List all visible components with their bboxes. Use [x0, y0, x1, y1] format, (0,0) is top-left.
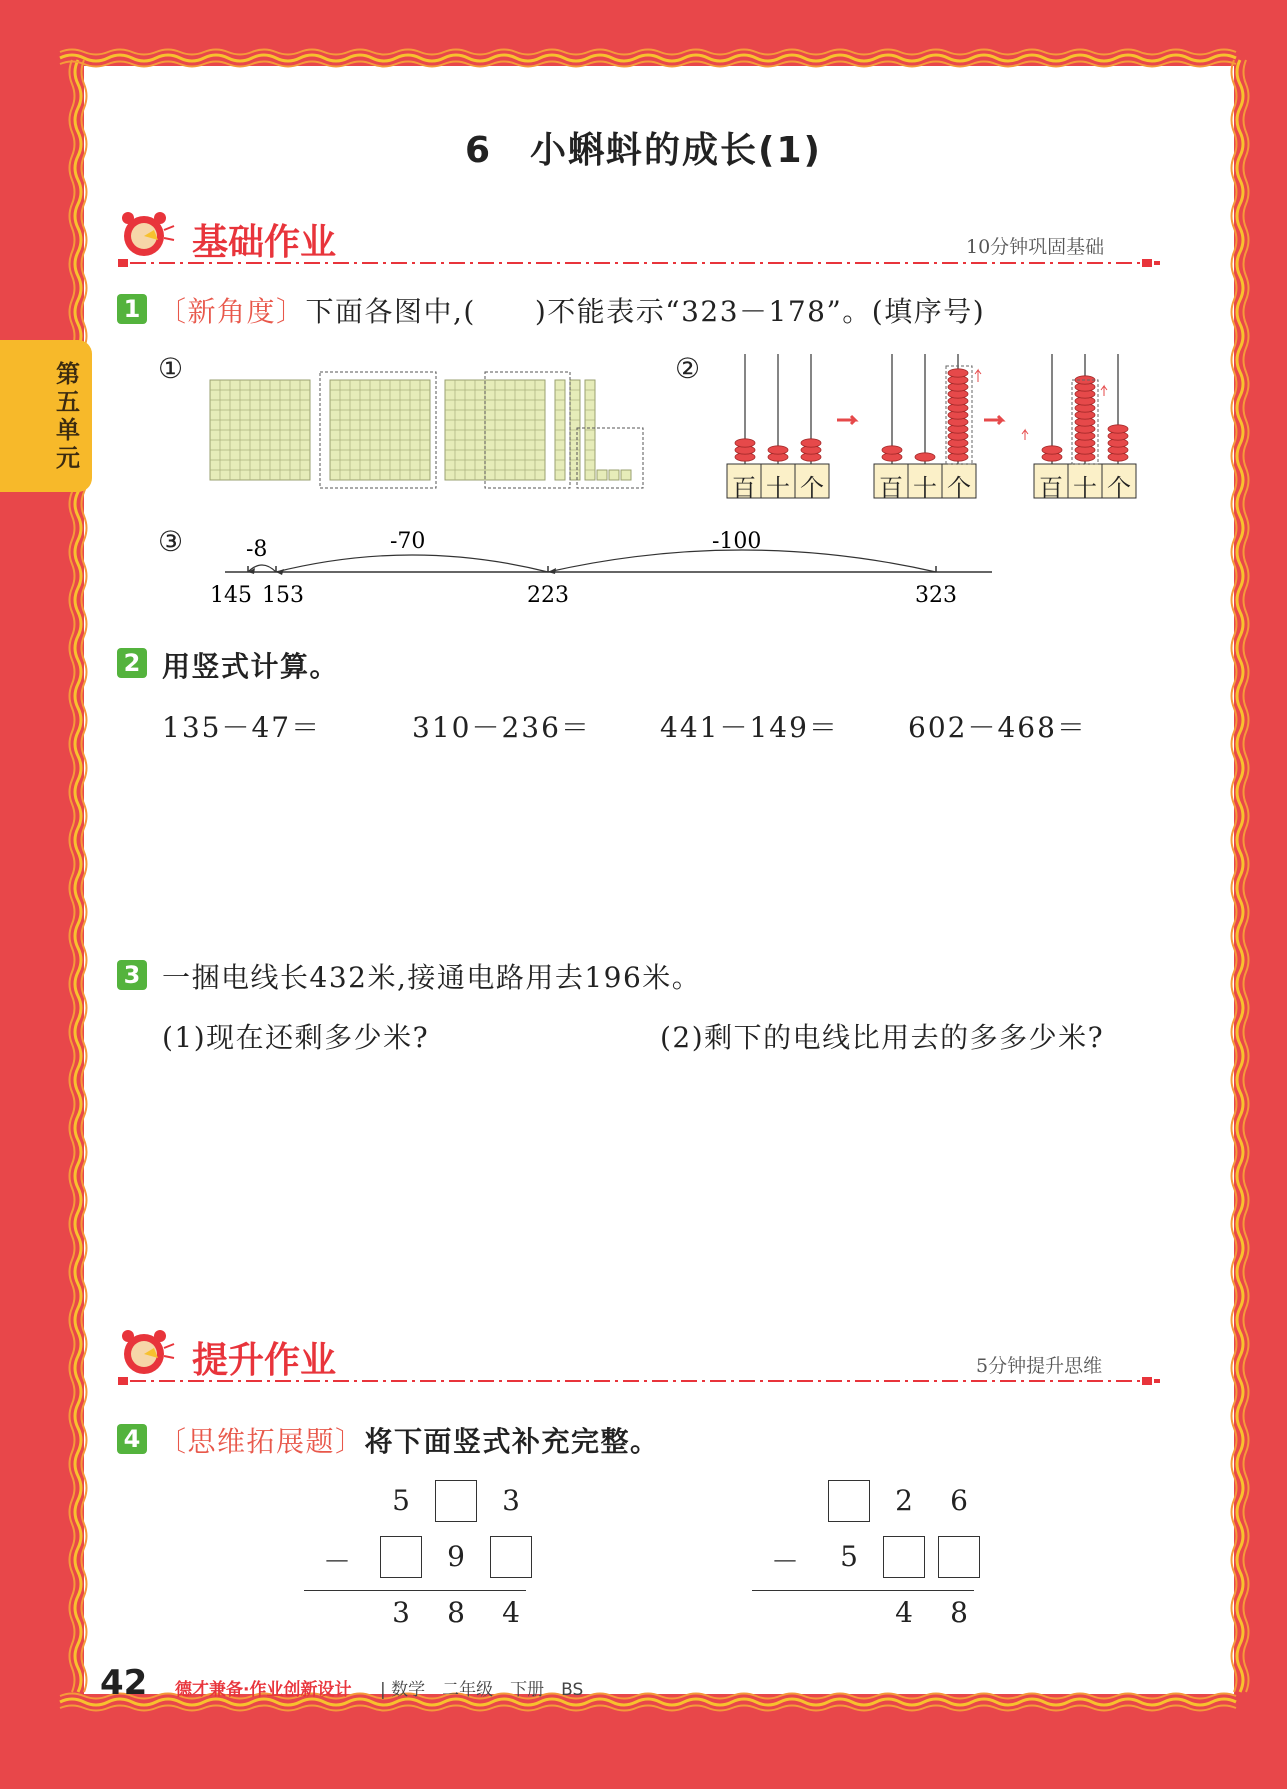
vertical-subtraction-right	[748, 1484, 978, 1634]
question-tag: 〔新角度〕	[158, 295, 306, 328]
abacus-place-label: 十	[1073, 474, 1097, 502]
abacus-place-label: 个	[1107, 474, 1131, 502]
expression: 135－47＝	[162, 711, 322, 744]
answer-box[interactable]	[883, 1536, 925, 1578]
expression: 602－468＝	[908, 711, 1087, 744]
digit: 5	[840, 1540, 858, 1573]
section-basic-title: 基础作业	[192, 222, 337, 263]
sub-question-2: (2)剩下的电线比用去的多多少米?	[660, 1021, 1105, 1054]
jump-label: -70	[390, 529, 426, 554]
page-number: 42	[100, 1663, 148, 1703]
answer-box[interactable]	[435, 1480, 477, 1522]
question-tag: 〔思维拓展题〕	[158, 1425, 365, 1458]
abacus-place-label: 个	[800, 474, 824, 502]
minus-sign: －	[322, 1545, 351, 1578]
figure-label-3: ③	[158, 525, 184, 558]
footer-brand: 德才兼备·作业创新设计	[175, 1680, 352, 1700]
answer-box[interactable]	[828, 1480, 870, 1522]
digit: 3	[502, 1484, 520, 1517]
tick-label: 145	[210, 583, 252, 608]
section-advanced-subtitle: 5分钟提升思维	[976, 1355, 1103, 1377]
sum-line	[752, 1590, 974, 1591]
answer-box[interactable]	[380, 1536, 422, 1578]
question-text: 一捆电线长432米,接通电路用去196米。	[162, 961, 702, 994]
question-number: 3	[117, 960, 147, 990]
expression: 441－149＝	[660, 711, 839, 744]
alarm-clock-icon	[118, 208, 178, 260]
tick-label: 153	[262, 583, 304, 608]
answer-box[interactable]	[938, 1536, 980, 1578]
abacus-place-label: 十	[913, 474, 937, 502]
abacus-place-label: 百	[732, 474, 756, 502]
number-line-figure	[200, 518, 1020, 614]
abacus-place-label: 百	[1039, 474, 1063, 502]
jump-label: -100	[712, 529, 762, 554]
question-text: 将下面竖式补充完整。	[364, 1425, 660, 1458]
unit-tab	[0, 340, 92, 492]
digit: 5	[392, 1484, 410, 1517]
tick-label: 223	[527, 583, 569, 608]
base-ten-blocks-figure	[205, 368, 645, 490]
section-basic-subtitle: 10分钟巩固基础	[966, 236, 1105, 258]
digit: 6	[950, 1484, 968, 1517]
alarm-clock-icon	[118, 1326, 178, 1378]
digit: 3	[392, 1596, 410, 1629]
page-title: 6 小蝌蚪的成长(1)	[464, 130, 822, 171]
minus-sign: －	[770, 1545, 799, 1578]
jump-label: -8	[246, 537, 268, 562]
tick-label: 323	[915, 583, 957, 608]
sum-line	[304, 1590, 526, 1591]
sub-question-1: (1)现在还剩多少米?	[162, 1021, 430, 1054]
section-divider	[118, 1374, 1160, 1388]
figure-label-2: ②	[675, 352, 701, 385]
section-advanced-title: 提升作业	[192, 1340, 337, 1381]
digit: 8	[950, 1596, 968, 1629]
expression: 310－236＝	[412, 711, 591, 744]
abacus-place-label: 十	[766, 474, 790, 502]
abacus-place-label: 个	[947, 474, 971, 502]
digit: 4	[895, 1596, 913, 1629]
digit: 2	[895, 1484, 913, 1517]
answer-box[interactable]	[490, 1536, 532, 1578]
footer-info: | 数学 二年级 下册 BS	[380, 1680, 584, 1700]
question-text: 用竖式计算。	[162, 650, 340, 683]
figure-label-1: ①	[158, 352, 184, 385]
question-text: 下面各图中,( )不能表示“323－178”。(填序号)	[305, 295, 986, 328]
question-number: 4	[117, 1424, 147, 1454]
abacus-place-label: 百	[879, 474, 903, 502]
question-number: 2	[117, 648, 147, 678]
unit-tab-label: 第五单元	[56, 360, 80, 472]
digit: 8	[447, 1596, 465, 1629]
digit: 4	[502, 1596, 520, 1629]
section-divider	[118, 256, 1160, 270]
question-number: 1	[117, 294, 147, 324]
vertical-subtraction-left	[300, 1484, 530, 1634]
digit: 9	[447, 1540, 465, 1573]
